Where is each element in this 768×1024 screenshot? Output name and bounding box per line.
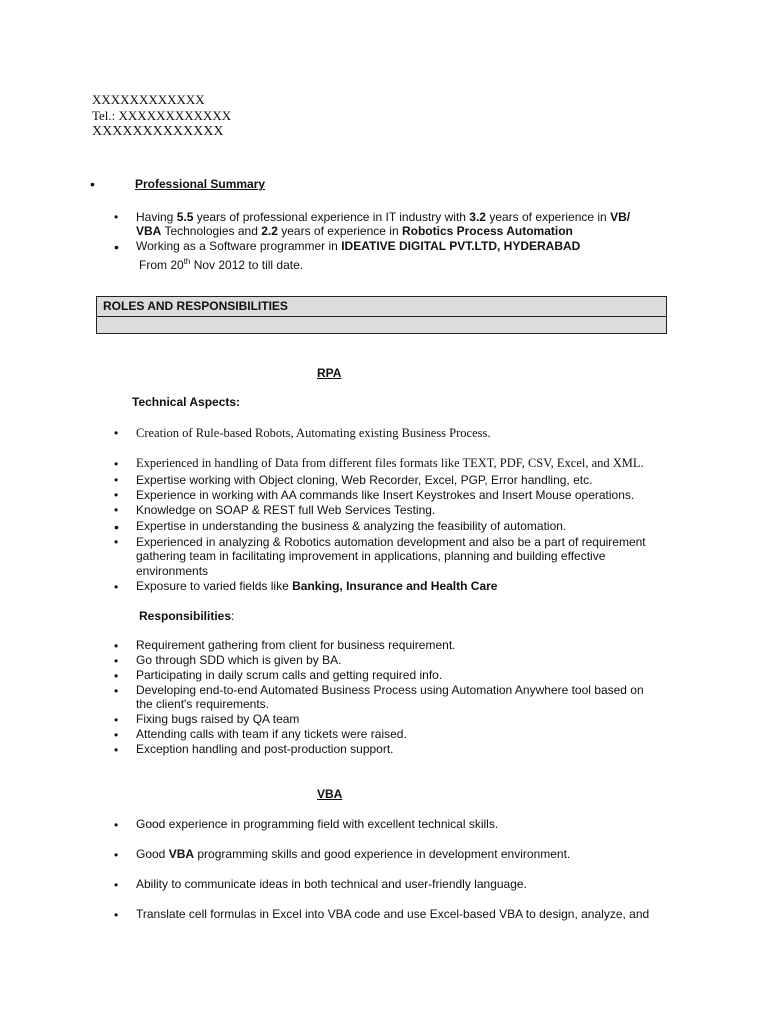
tel-value: XXXXXXXXXXXX: [118, 108, 232, 123]
resp-bullet-3: •: [114, 669, 119, 683]
resp-item-1: Requirement gathering from client for business requirement.: [136, 638, 456, 652]
tech-bullet-4: •: [114, 488, 119, 502]
roles-table: [96, 296, 667, 334]
summary-bullet-2: •: [114, 239, 119, 255]
tech-bullet-7: •: [114, 535, 119, 549]
candidate-name: XXXXXXXXXXXX: [92, 92, 205, 107]
vba-item-2: Good VBA programming skills and good experience in development environment.: [136, 847, 571, 861]
summary-bullet: •: [90, 176, 95, 192]
tech-item-4: Experience in working with AA commands like Insert Keystrokes and Insert Mouse operations.: [136, 488, 635, 502]
technical-aspects-heading: Technical Aspects:: [132, 395, 241, 409]
tech-item-2: Experienced in handling of Data from different files formats like TEXT, PDF, CSV, Excel, and XML.: [136, 456, 644, 470]
vba-item-1: Good experience in programming field with excellent technical skills.: [136, 817, 499, 831]
summary-bullet-1: •: [114, 210, 119, 224]
resp-item-6: Attending calls with team if any tickets were raised.: [136, 727, 407, 741]
tech-item-6: Expertise in understanding the business & analyzing the feasibility of automation.: [136, 519, 567, 533]
tech-bullet-6: •: [114, 519, 119, 535]
resp-item-2: Go through SDD which is given by BA.: [136, 653, 342, 667]
vba-title: VBA: [317, 787, 343, 801]
summary-item-1-line-2: VBA Technologies and 2.2 years of experience in Robotics Process Automation: [136, 224, 573, 238]
resp-bullet-1: •: [114, 639, 119, 653]
vba-item-4: Translate cell formulas in Excel into VBA code and use Excel-based VBA to design, analyze, and: [136, 907, 650, 921]
responsibilities-heading: Responsibilities:: [139, 609, 235, 623]
email: XXXXXXXXXXXXX: [92, 124, 224, 139]
resp-item-4-line-1: Developing end-to-end Automated Business Process using Automation Anywhere tool based on: [136, 683, 644, 697]
summary-item-2-line-1: Working as a Software programmer in IDEATIVE DIGITAL PVT.LTD, HYDERABAD: [136, 239, 581, 253]
tech-item-8: Exposure to varied fields like Banking, Insurance and Health Care: [136, 579, 498, 593]
summary-item-2-line-2: From 20th Nov 2012 to till date.: [139, 257, 304, 272]
tech-bullet-5: •: [114, 503, 119, 517]
vba-bullet-4: •: [114, 908, 119, 922]
resp-bullet-6: •: [114, 728, 119, 742]
summary-item-1-line-1: Having 5.5 years of professional experience in IT industry with 3.2 years of experience in VB/: [136, 210, 631, 224]
tech-bullet-8: •: [114, 580, 119, 594]
vba-bullet-3: •: [114, 878, 119, 892]
resp-bullet-2: •: [114, 654, 119, 668]
roles-heading: ROLES AND RESPONSIBILITIES: [97, 297, 666, 317]
tech-bullet-2: •: [114, 457, 119, 471]
resp-bullet-5: •: [114, 713, 119, 727]
resp-item-4-line-2: the client's requirements.: [136, 697, 270, 711]
roles-empty-row: [97, 317, 666, 333]
tech-item-7-line-2: gathering team in facilitating improvement in applications, planning and building effective: [136, 549, 606, 563]
resp-item-3: Participating in daily scrum calls and getting required info.: [136, 668, 443, 682]
vba-bullet-2: •: [114, 848, 119, 862]
tech-bullet-1: •: [114, 426, 119, 440]
vba-item-3: Ability to communicate ideas in both technical and user-friendly language.: [136, 877, 527, 891]
vba-bullet-1: •: [114, 818, 119, 832]
resp-bullet-7: •: [114, 743, 119, 757]
tech-item-7-line-1: Experienced in analyzing & Robotics automation development and also be a part of requirement: [136, 535, 646, 549]
tech-item-1: Creation of Rule-based Robots, Automating existing Business Process.: [136, 426, 491, 440]
tel-label: Tel.:: [92, 108, 116, 123]
telephone: [92, 108, 231, 124]
tech-item-5: Knowledge on SOAP & REST full Web Services Testing.: [136, 503, 436, 517]
professional-summary-title: Professional Summary: [135, 177, 266, 191]
resp-item-7: Exception handling and post-production support.: [136, 742, 394, 756]
rpa-title: RPA: [317, 366, 342, 380]
resp-bullet-4: •: [114, 684, 119, 698]
tech-item-3: Expertise working with Object cloning, Web Recorder, Excel, PGP, Error handling, etc.: [136, 473, 593, 487]
resp-item-5: Fixing bugs raised by QA team: [136, 712, 300, 726]
tech-bullet-3: •: [114, 473, 119, 487]
tech-item-7-line-3: environments: [136, 564, 209, 578]
